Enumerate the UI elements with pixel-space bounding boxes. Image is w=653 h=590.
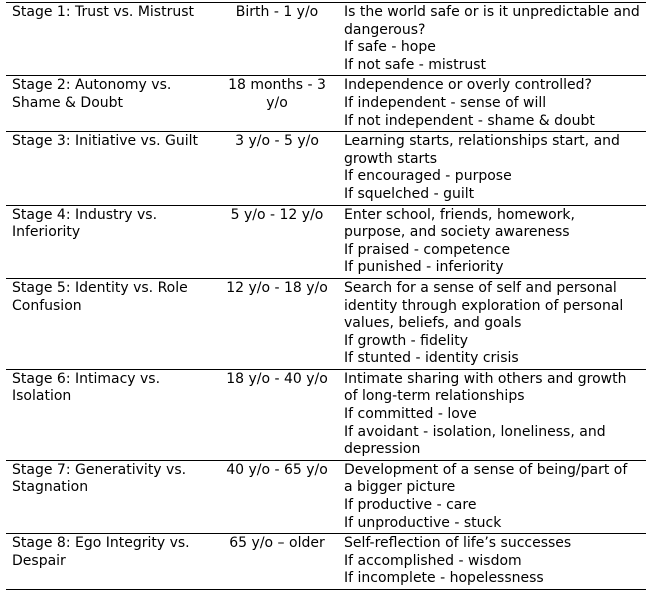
stage-description xyxy=(338,205,646,278)
stage-name: Stage 7: Generativity vs. Stagnation xyxy=(6,460,216,533)
stage-description xyxy=(338,369,646,460)
table-row xyxy=(6,534,646,590)
stage-question: Independence or overly controlled? xyxy=(344,77,592,94)
negative-outcome: If squelched - guilt xyxy=(344,185,475,202)
stage-name: Stage 6: Intimacy vs. Isolation xyxy=(6,369,216,460)
stage-name: Stage 8: Ego Integrity vs. Despair xyxy=(6,534,216,590)
positive-outcome: If committed - love xyxy=(344,406,477,423)
stage-question: Self-reflection of life’s successes xyxy=(344,535,572,552)
stage-name: Stage 4: Industry vs. Inferiority xyxy=(6,205,216,278)
negative-outcome: If incomplete - hopelessness xyxy=(344,570,544,587)
age-range: 5 y/o - 12 y/o xyxy=(216,205,338,278)
negative-outcome: If unproductive - stuck xyxy=(344,514,502,531)
negative-outcome: If not independent - shame & doubt xyxy=(344,112,595,129)
table-row xyxy=(6,369,646,460)
positive-outcome: If accomplished - wisdom xyxy=(344,552,522,569)
negative-outcome: If avoidant - isolation, loneliness, and depression xyxy=(344,423,606,458)
stage-question: Is the world safe or is it unpredictable and dangerous? xyxy=(344,4,640,38)
erikson-stages-table xyxy=(6,2,646,590)
age-range: 3 y/o - 5 y/o xyxy=(216,132,338,205)
stage-question: Development of a sense of being/part of a bigger picture xyxy=(344,461,628,496)
positive-outcome: If growth - fidelity xyxy=(344,332,469,349)
age-range: 18 y/o - 40 y/o xyxy=(216,369,338,460)
stage-question: Intimate sharing with others and growth of long-term relationships xyxy=(344,370,627,405)
table-row xyxy=(6,205,646,278)
age-range: 12 y/o - 18 y/o xyxy=(216,278,338,369)
stage-description xyxy=(338,278,646,369)
stage-question: Learning starts, relationships start, and growth starts xyxy=(344,133,620,167)
negative-outcome: If not safe - mistrust xyxy=(344,56,486,73)
stage-description xyxy=(338,534,646,590)
table-row xyxy=(6,460,646,533)
positive-outcome: If independent - sense of will xyxy=(344,94,547,111)
age-range: 65 y/o – older xyxy=(216,534,338,590)
age-range: 40 y/o - 65 y/o xyxy=(216,460,338,533)
stage-question: Enter school, friends, homework, purpose, and society awareness xyxy=(344,206,575,241)
stage-name: Stage 3: Initiative vs. Guilt xyxy=(6,132,216,205)
stage-name: Stage 1: Trust vs. Mistrust xyxy=(6,3,216,76)
age-range: Birth - 1 y/o xyxy=(216,3,338,76)
age-range: 18 months - 3 y/o xyxy=(216,76,338,132)
positive-outcome: If praised - competence xyxy=(344,241,511,258)
stage-description xyxy=(338,76,646,132)
stage-description xyxy=(338,460,646,533)
stage-description xyxy=(338,3,646,76)
negative-outcome: If stunted - identity crisis xyxy=(344,350,519,367)
stage-name: Stage 5: Identity vs. Role Confusion xyxy=(6,278,216,369)
table-row xyxy=(6,3,646,76)
table-row xyxy=(6,278,646,369)
stage-name: Stage 2: Autonomy vs. Shame & Doubt xyxy=(6,76,216,132)
positive-outcome: If productive - care xyxy=(344,497,477,514)
table-row xyxy=(6,76,646,132)
stage-description xyxy=(338,132,646,205)
table-row xyxy=(6,132,646,205)
positive-outcome: If encouraged - purpose xyxy=(344,168,512,185)
stage-question: Search for a sense of self and personal identity through exploration of personal values, beliefs, and goals xyxy=(344,279,624,332)
negative-outcome: If punished - inferiority xyxy=(344,259,504,276)
positive-outcome: If safe - hope xyxy=(344,39,436,56)
